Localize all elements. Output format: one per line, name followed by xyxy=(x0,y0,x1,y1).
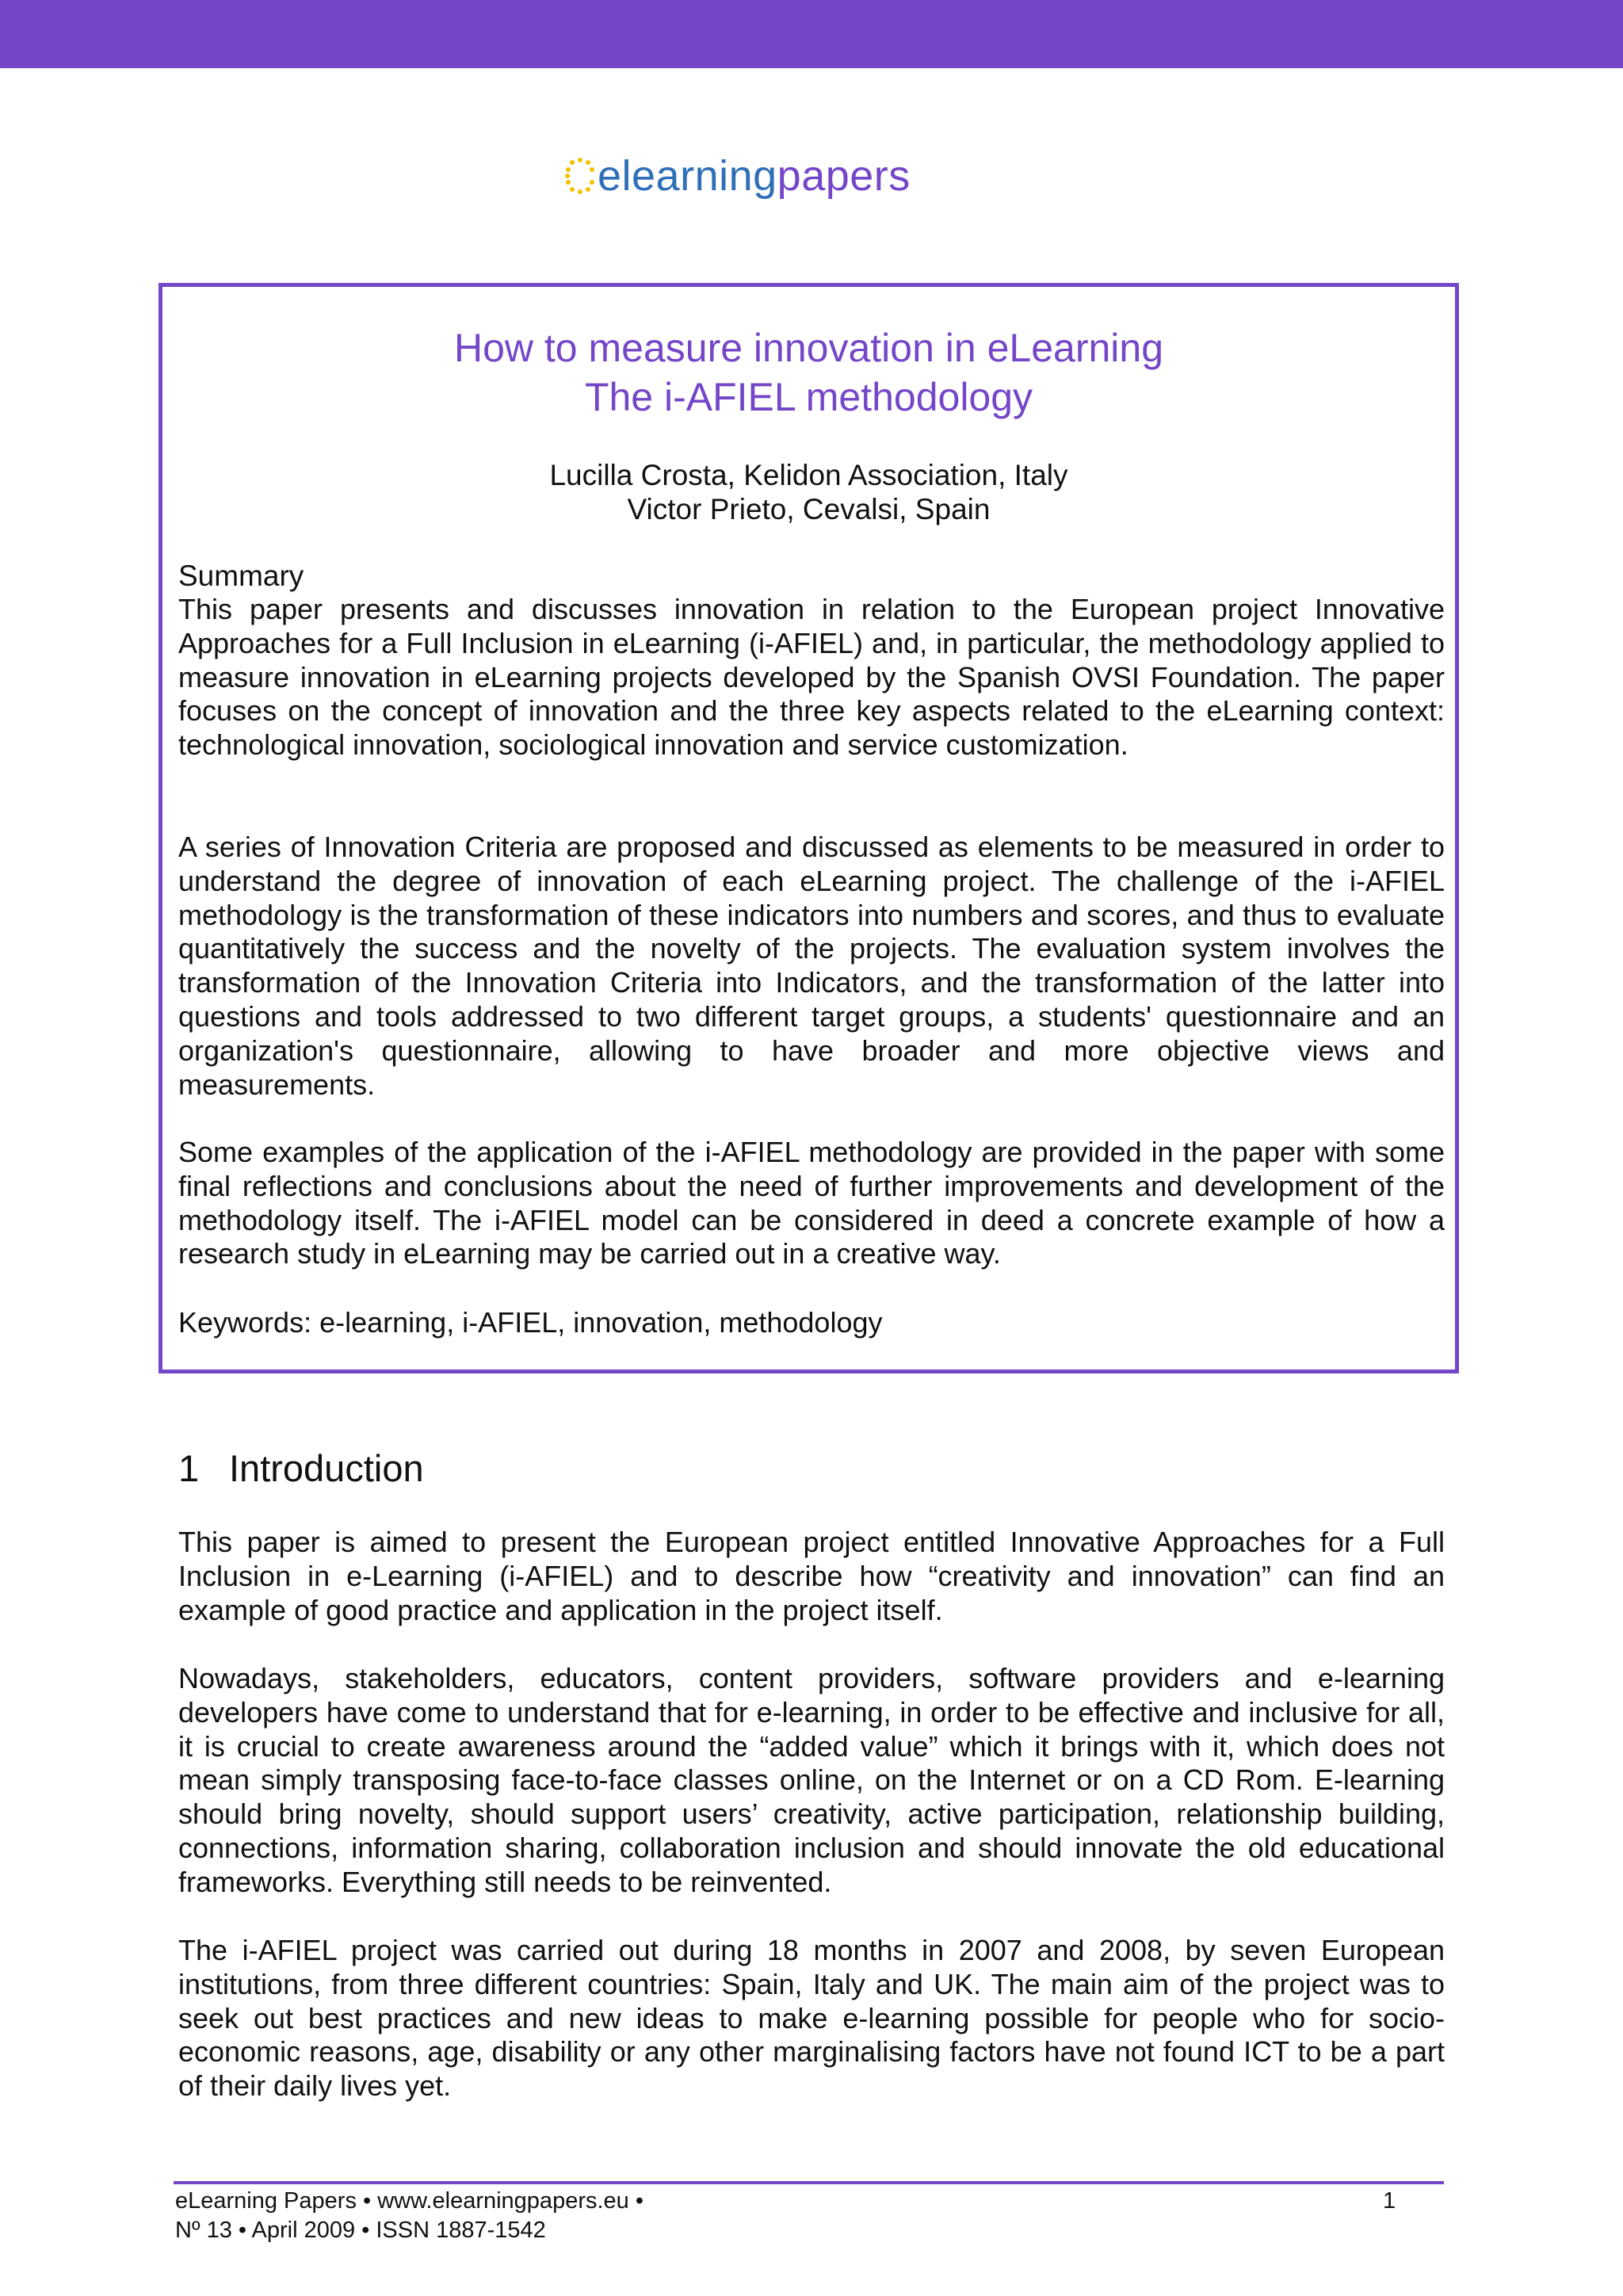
summary-paragraph: A series of Innovation Criteria are proposed and discussed as elements to be measured in order to understand the degree of innovation of each eLearning project. The challenge of the i-AFIEL methodology is the transformation of these indicators into numbers and scores, and thus to evaluate quantitatively the success and the novelty of the projects. The evaluation system involves the transformation of the Innovation Criteria into Indicators, and the transformation of the latter into questions and tools addressed to two different target groups, a students' questionnaire and an organization's questionnaire, allowing to have broader and more objective views and measurements. xyxy=(178,831,1445,1101)
author-line: Victor Prieto, Cevalsi, Spain xyxy=(627,493,991,525)
keywords-value: e-learning, i-AFIEL, innovation, methodology xyxy=(319,1306,883,1339)
author-line: Lucilla Crosta, Kelidon Association, Italy xyxy=(549,459,1068,491)
section-heading-introduction xyxy=(178,1445,424,1492)
body-paragraph: Nowadays, stakeholders, educators, content providers, software providers and e-learning developers have come to understand that for e-learning, in order to be effective and inclusive for all, it is crucial to create awareness around the “added value” which it brings with it, which does not mean simply transposing face-to-face classes online, on the Internet or on a CD Rom. E-learning should bring novelty, should support users’ creativity, active participation, relationship building, connections, information sharing, collaboration inclusion and should innovate the old educational frameworks. Everything still needs to be reinvented. xyxy=(178,1662,1445,1898)
eu-stars-icon xyxy=(564,155,596,197)
logo-text-elearning: elearning xyxy=(598,152,777,200)
keywords-line xyxy=(178,1305,883,1339)
body-paragraph: This paper is aimed to present the European project entitled Innovative Approaches for a Full Inclusion in e-Learning (i-AFIEL) and to describe how “creativity and innovation” can find an example of good practice and application in the project itself. xyxy=(178,1526,1445,1626)
section-number: 1 xyxy=(178,1447,200,1489)
paper-title-line2: The i-AFIEL methodology xyxy=(584,375,1033,419)
footer-issue-line: Nº 13 • April 2009 • ISSN 1887-1542 xyxy=(175,2218,546,2243)
summary-paragraph: Some examples of the application of the i-AFIEL methodology are provided in the paper with some final reflections and conclusions about the need of further improvements and development of the methodology itself. The i-AFIEL model can be considered in deed a concrete example of how a research study in eLearning may be carried out in a creative way. xyxy=(178,1136,1445,1270)
footer-journal-line: eLearning Papers • www.elearningpapers.eu • xyxy=(175,2188,644,2214)
summary-paragraph: This paper presents and discusses innovation in relation to the European project Innovative Approaches for a Full Inclusion in eLearning (i-AFIEL) and, in particular, the methodology applied to measure innovation in eLearning projects developed by the Spanish OVSI Foundation. The paper focuses on the concept of innovation and the three key aspects related to the eLearning context: technological innovation, sociological innovation and service customization. xyxy=(178,593,1445,762)
footer-divider xyxy=(174,2181,1444,2184)
top-banner xyxy=(0,0,1623,68)
paper-title-line1: How to measure innovation in eLearning xyxy=(454,326,1163,370)
elearningpapers-logo xyxy=(564,144,911,208)
summary-heading: Summary xyxy=(178,560,304,592)
section-title: Introduction xyxy=(229,1447,424,1489)
body-paragraph: The i-AFIEL project was carried out during 18 months in 2007 and 2008, by seven European institutions, from three different countries: Spain, Italy and UK. The main aim of the project was to seek out best practices and new ideas to make e-learning possible for people who for socio-economic reasons, age, disability or any other marginalising factors have not found ICT to be a part of their daily lives yet. xyxy=(178,1934,1445,2103)
keywords-label: Keywords: xyxy=(178,1306,312,1339)
logo-text-papers: papers xyxy=(777,152,911,200)
page-number: 1 xyxy=(1383,2188,1396,2214)
